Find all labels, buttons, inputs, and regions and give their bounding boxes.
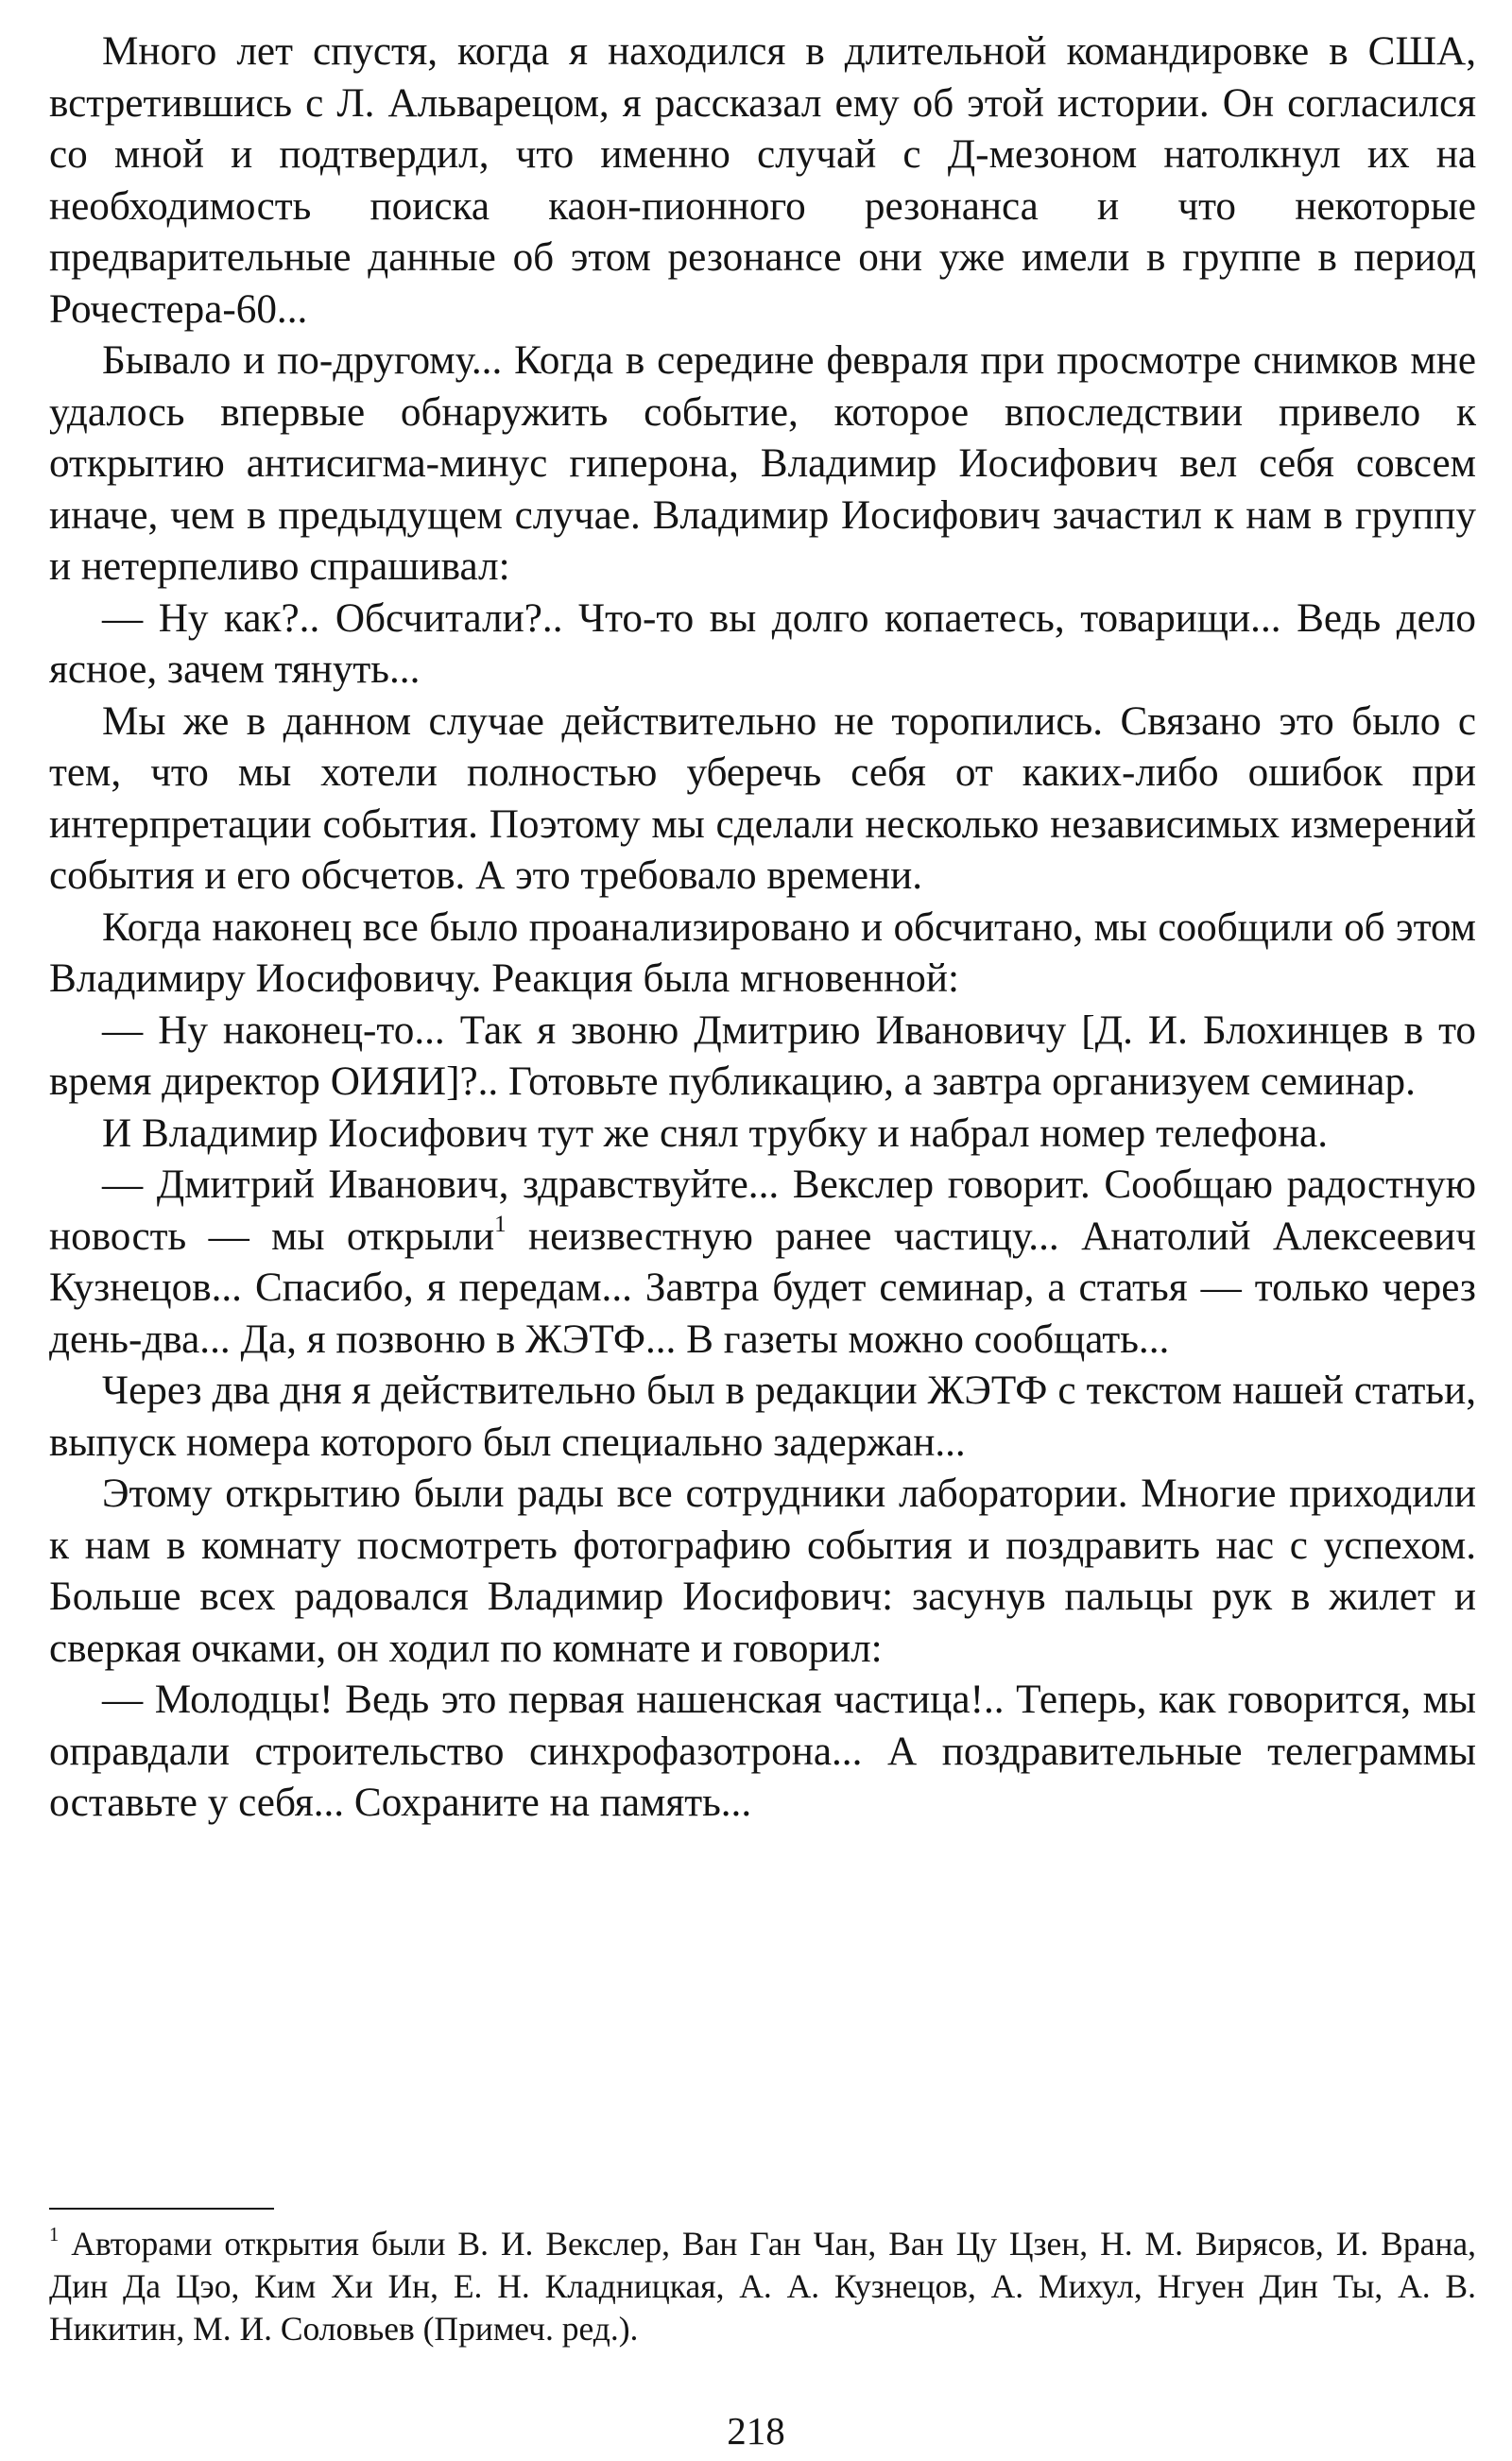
main-text [49,26,1476,1830]
footnote-reference[interactable]: 1 [494,1211,507,1237]
page-number: 218 [727,2409,785,2452]
paragraph-alvarez: Много лет спустя, когда я находился в длительной командировке в США, встретившись с Л. Альварецом, я рассказал ему об этой истории. Он согласился со мной и подтвердил, что именно случай с Д-мезоном натолкнул их на необходимость поиска каон-пионного резонанса и что некоторые предварительные данные об этом резонансе они уже имели в группе в период Рочестера-60... [49,29,1476,332]
paragraph-reaction: Когда наконец все было проанализировано и обсчитано, мы сообщили об этом Владимиру Иосифовичу. Реакция была мгновенной: [49,904,1476,1001]
paragraph-telephone: И Владимир Иосифович тут же снял трубку и набрал номер телефона. [102,1110,1329,1156]
paragraph-celebration: Этому открытию были рады все сотрудники лаборатории. Многие приходили к нам в комнату посмотреть фотографию события и поздравить нас с успехом. Больше всех радовался Владимир Иосифович: засунув пальцы рук в жилет и сверкая очками, он ходил по комнате и говорил: [49,1471,1476,1671]
dialog-phone-call-start: — Дмитрий Иванович, здравствуйте... Векслер говорит. Сообщаю радостную новость — мы открыли [49,1162,1476,1259]
footnote [49,2223,1476,2350]
dialog-obschitali: — Ну как?.. Обсчитали?.. Что-то вы долго копаетесь, товарищи... Ведь дело ясное, зачем тянуть... [49,595,1476,692]
footnote-divider [49,2208,274,2210]
dialog-zvonyu: — Ну наконец-то... Так я звоню Дмитрию Ивановичу [Д. И. Блохинцев в то время директор ОИЯИ]?.. Готовьте публикацию, а завтра организуем семинар. [49,1007,1476,1104]
page-body [49,26,1476,1830]
footnote-text: Авторами открытия были В. И. Векслер, Ван Ган Чан, Ван Цу Цзен, Н. М. Вирясов, И. Врана, Дин Да Цэо, Ким Хи Ин, Е. Н. Кладницкая, А. А. Кузнецов, А. Михул, Нгуен Дин Ты, А. В. Никитин, М. И. Соловьев (Примеч. ред.). [49,2225,1476,2348]
dialog-molodtsy: — Молодцы! Ведь это первая нашенская частица!.. Теперь, как говорится, мы оправдали строительство синхрофазотрона... А поздравительные телеграммы оставьте у себя... Сохраните на память... [49,1678,1476,1825]
paragraph-jetf: Через два дня я действительно был в редакции ЖЭТФ с текстом нашей статьи, выпуск номера которого был специально задержан... [49,1368,1476,1465]
paragraph-measurements: Мы же в данном случае действительно не торопились. Связано это было с тем, что мы хотели полностью уберечь себя от каких-либо ошибок при интерпретации события. Поэтому мы сделали несколько независимых измерений события и его обсчетов. А это требовало времени. [49,698,1476,898]
dialog-phone-call [49,1160,1476,1366]
paragraph-february-event: Бывало и по-другому... Когда в середине февраля при просмотре снимков мне удалось впервые обнаружить событие, которое впоследствии привело к открытию антисигма-минус гиперона, Владимир Иосифович вел себя совсем иначе, чем в предыдущем случае. Владимир Иосифович зачастил к нам в группу и нетерпеливо спрашивал: [49,338,1476,589]
dialog-phone-call-end: неизвестную ранее частицу... Анатолий Алексеевич Кузнецов... Спасибо, я передам... Завтра будет семинар, а статья — только через день-два... Да, я позвоню в ЖЭТФ... В газеты можно сообщать... [49,1213,1477,1362]
footnote-mark: 1 [49,2224,60,2246]
